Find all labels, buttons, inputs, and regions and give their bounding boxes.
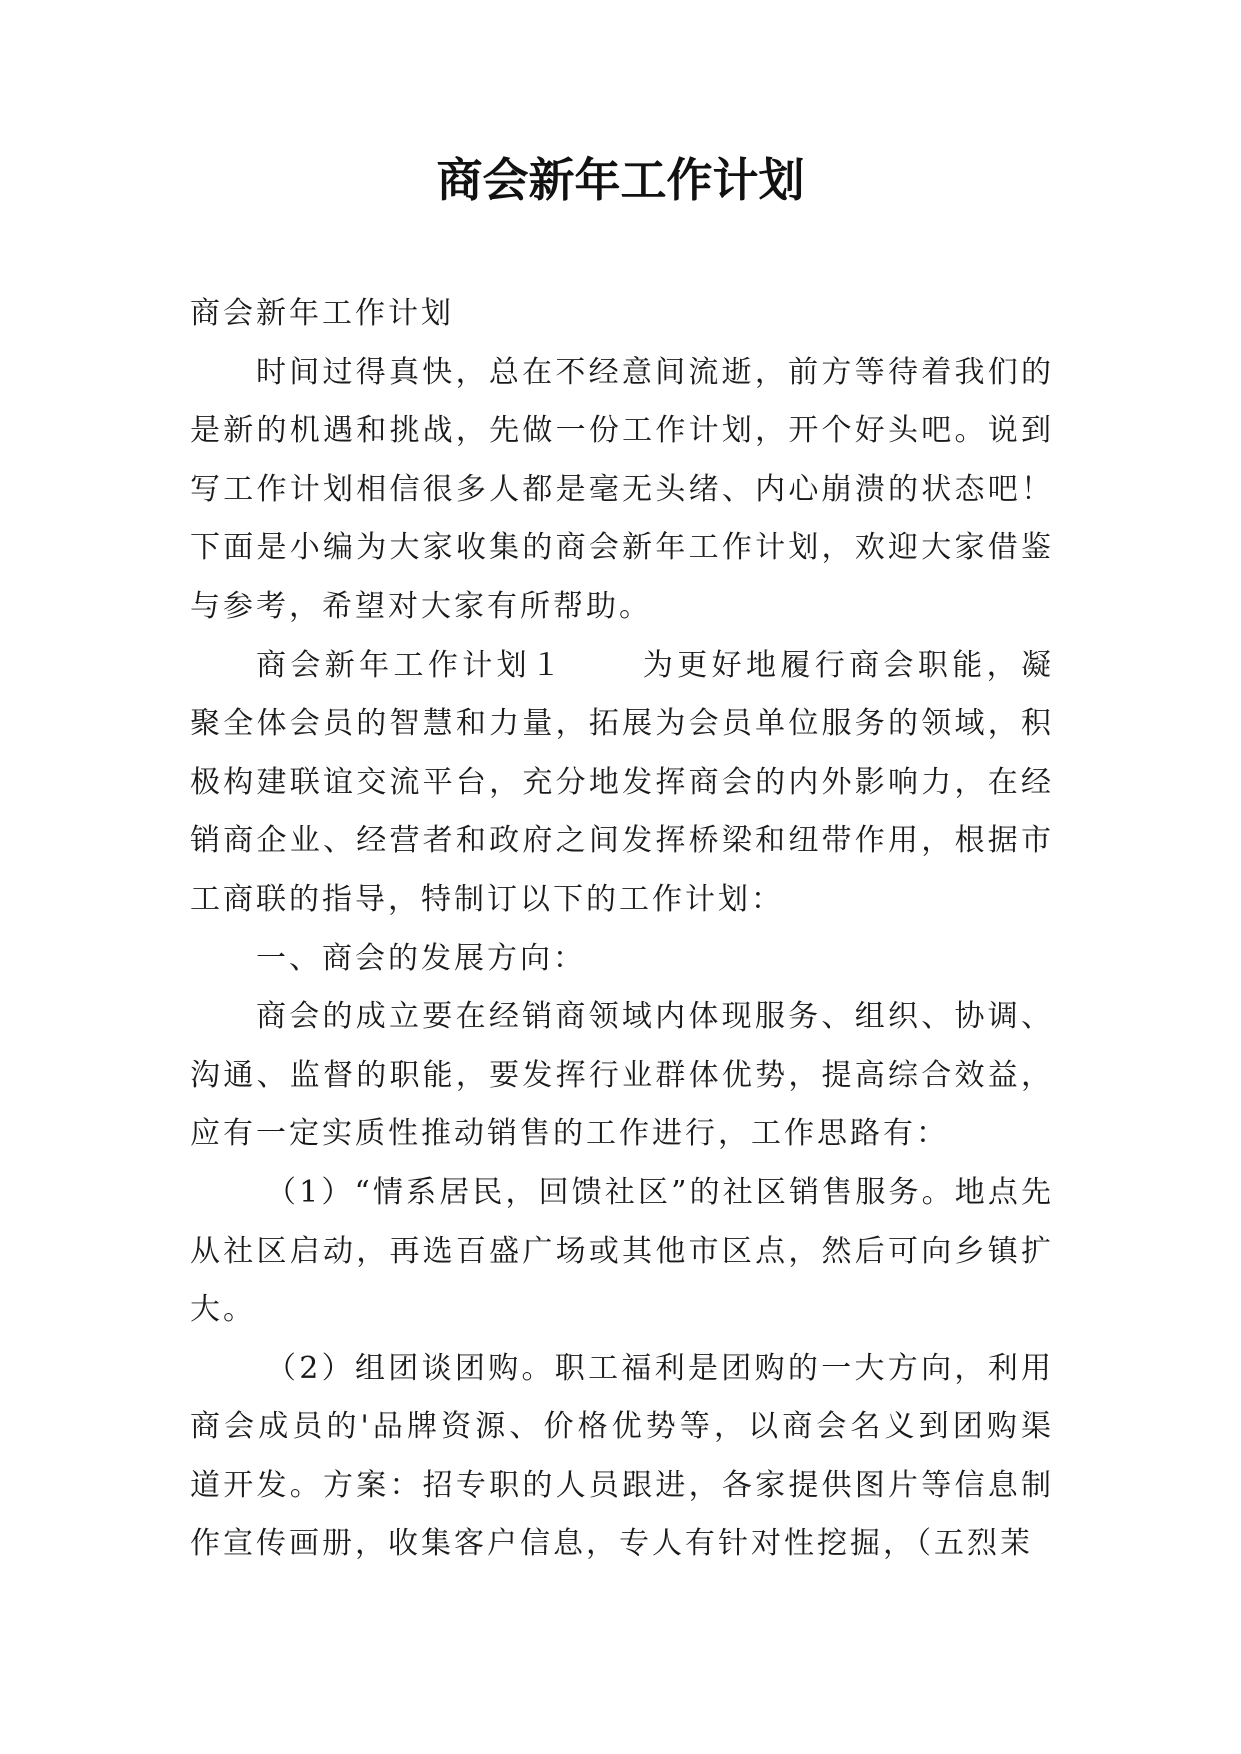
intro-paragraph: 时间过得真快，总在不经意间流逝，前方等待着我们的是新的机遇和挑战，先做一份工作计划，开个好头吧。说到写工作计划相信很多人都是毫无头绪、内心崩溃的状态吧！下面是小编为大家收集的商会新年工作计划，欢迎大家借鉴与参考，希望对大家有所帮助。 <box>190 354 1054 624</box>
heading-line: 商会新年工作计划 <box>190 296 454 331</box>
document-title: 商会新年工作计划 <box>436 153 805 207</box>
plan1-label: 商会新年工作计划１ <box>256 647 566 683</box>
document-body <box>190 285 1054 1574</box>
section1-paragraph: 商会的成立要在经销商领域内体现服务、组织、协调、沟通、监督的职能，要发挥行业群体优势，提高综合效益，应有一定实质性推动销售的工作进行，工作思路有： <box>190 999 1054 1152</box>
item1-paragraph: （1）“情系居民，回馈社区”的社区销售服务。地点先从社区启动，再选百盛广场或其他市区点，然后可向乡镇扩大。 <box>190 1174 1054 1328</box>
plan1-paragraph <box>190 637 1054 930</box>
section1-heading: 一、商会的发展方向： <box>256 940 586 976</box>
plan1-text: 为更好地履行商会职能，凝聚全体会员的智慧和力量，拓展为会员单位服务的领域，积极构建联谊交流平台，充分地发挥商会的内外影响力，在经销商企业、经营者和政府之间发挥桥梁和纽带作用，根据市工商联的指导，特制订以下的工作计划： <box>190 647 1055 917</box>
item2-paragraph: （2）组团谈团购。职工福利是团购的一大方向，利用商会成员的'品牌资源、价格优势等，以商会名义到团购渠道开发。方案：招专职的人员跟进，各家提供图片等信息制作宣传画册，收集客户信息，专人有针对性挖掘，（五烈茉 <box>190 1350 1054 1562</box>
